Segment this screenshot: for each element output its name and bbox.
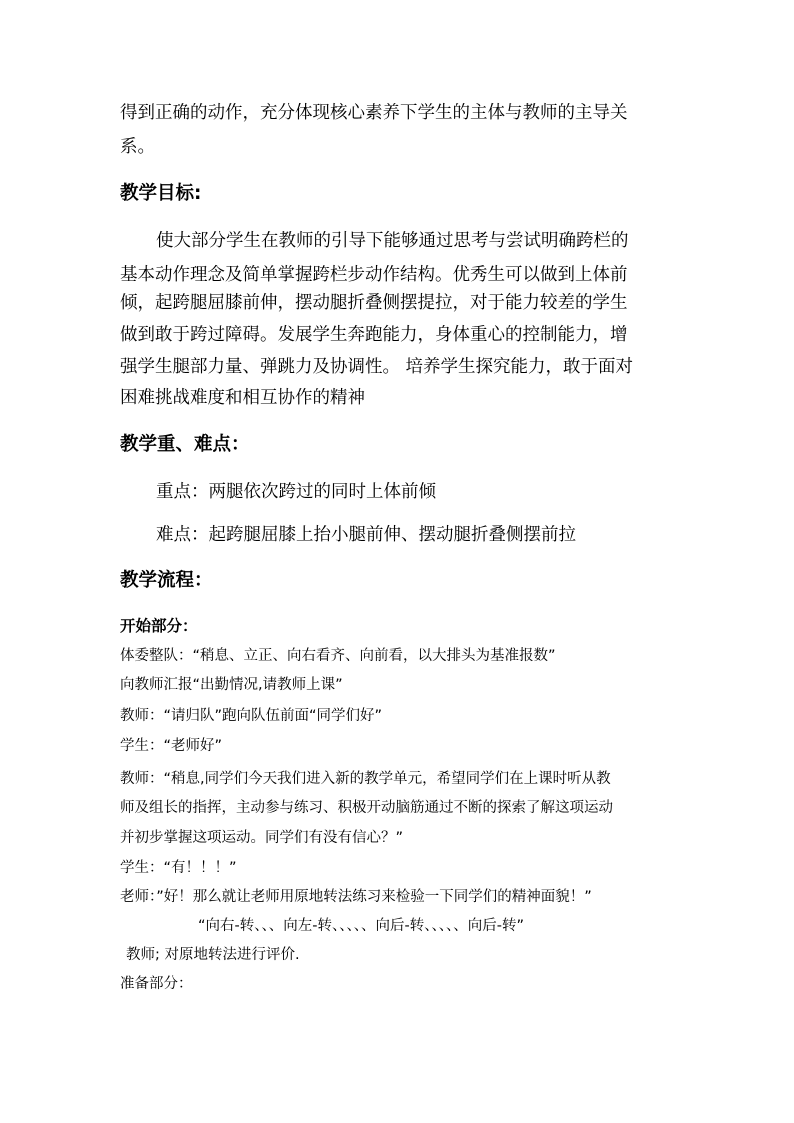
dialog-line-10: 准备部分： [120,976,193,992]
keypoints-heading: 教学重、难点： [120,434,250,455]
dialog-line-1: 体委整队：“稍息、立正、向右看齐、向前看，以大排头为基准报数” [120,648,556,664]
process-heading: 教学流程： [120,570,213,591]
keypoint-text: 重点：两腿依次跨过的同时上体前倾 [156,482,436,502]
goals-line-5: 强学生腿部力量、弹跳力及协调性。 培养学生探究能力，敢于面对 [120,357,634,377]
dialog-line-5b: 师及组长的指挥，主动参与练习、积极开动脑筋通过不断的探索了解这项运动 [120,800,613,816]
dialog-line-5a: 教师：“稍息,同学们今天我们进入新的教学单元，希望同学们在上课时听从教 [120,771,611,787]
goals-line-1: 使大部分学生在教师的引导下能够通过思考与尝试明确跨栏的 [156,231,629,251]
dialog-line-8: “向右-转、、、向左-转、、、、、向后-转、、、、、向后-转” [198,918,524,934]
start-section-heading: 开始部分： [120,617,198,635]
dialog-line-9: 教师; 对原地转法进行评价. [126,947,300,963]
goals-line-3: 倾，起跨腿屈膝前伸，摆动腿折叠侧摆提拉，对于能力较差的学生 [120,293,628,313]
dialog-line-6: 学生：“有！！！” [120,860,237,876]
goals-line-6: 困难挑战难度和相互协作的精神 [120,388,365,408]
dialog-line-4: 学生：“老师好” [120,738,223,754]
dialog-line-7: 老师：”好！那么就让老师用原地转法练习来检验一下同学们的精神面貌！” [120,889,592,905]
intro-line-1: 得到正确的动作，充分体现核心素养下学生的主体与教师的主导关 [120,103,628,123]
goals-line-4: 做到敢于跨过障碍。发展学生奔跑能力，身体重心的控制能力，增 [120,325,628,345]
dialog-line-5c: 并初步掌握这项运动。同学们有没有信心？” [120,830,404,846]
difficulty-text: 难点：起跨腿屈膝上抬小腿前伸、摆动腿折叠侧摆前拉 [156,525,576,545]
dialog-line-2: 向教师汇报“出勤情况,请教师上课” [120,677,343,693]
goals-heading: 教学目标: [120,183,202,204]
goals-line-2: 基本动作理念及简单掌握跨栏步动作结构。优秀生可以做到上体前 [120,265,628,285]
intro-line-2: 系。 [120,137,155,157]
dialog-line-3: 教师：“请归队”跑向队伍前面“同学们好” [120,708,383,724]
